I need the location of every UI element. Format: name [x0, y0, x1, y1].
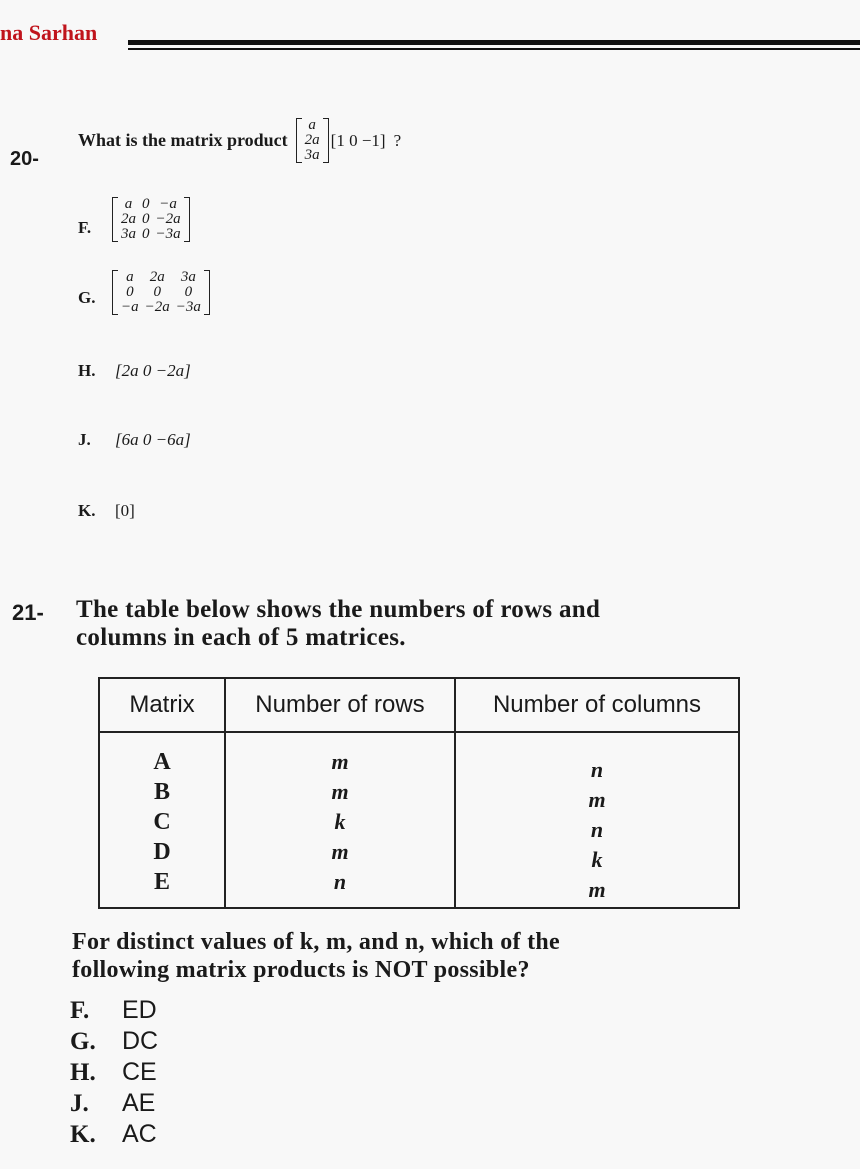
choice-value: CE — [122, 1058, 157, 1086]
q21-choice — [70, 995, 158, 1026]
q20-number: 20- — [10, 148, 39, 170]
table-cell: n — [333, 869, 347, 894]
matrix-cell: 3a — [180, 269, 196, 285]
q21-choice — [70, 1026, 158, 1057]
q20-prompt — [78, 118, 401, 163]
q21-choice — [70, 1119, 158, 1150]
matrix-cell: 0 — [153, 284, 161, 300]
q20-option-g-matrix — [112, 270, 210, 315]
matrix-cell: −3a — [155, 226, 181, 242]
col-vec-entry: 3a — [304, 147, 320, 163]
table-cell: E — [153, 869, 170, 895]
q21-number: 21- — [12, 600, 44, 625]
q21-choice — [70, 1057, 158, 1088]
q20-option-j-value: [6a 0 −6a] — [115, 430, 191, 449]
matrix-cell: 0 — [142, 226, 150, 242]
q21-intro — [76, 596, 776, 652]
table-column-columns — [455, 732, 739, 908]
q20-option-f-label: F. — [78, 218, 92, 237]
choice-value: ED — [122, 996, 157, 1024]
q21-question — [72, 928, 792, 984]
table-cell: n — [590, 757, 604, 782]
matrix-cell: 3a — [121, 226, 136, 242]
table-cell: D — [153, 839, 171, 865]
choice-value: DC — [122, 1027, 159, 1055]
q20-prompt-text: What is the matrix product — [78, 130, 288, 150]
choice-value: AC — [122, 1120, 157, 1148]
table-cell: m — [331, 749, 349, 774]
q20-column-vector — [296, 118, 329, 163]
q20-option-j-label: J. — [78, 430, 91, 449]
q20-row-vector: [1 0 −1] — [330, 130, 386, 150]
matrix-cell: −a — [121, 299, 139, 315]
table-header-rows: Number of rows — [225, 678, 455, 732]
q20-option-g-label: G. — [78, 288, 96, 307]
matrix-cell: −a — [159, 196, 177, 212]
table-header-columns: Number of columns — [455, 678, 739, 732]
table-cell: B — [153, 779, 170, 805]
table-cell: m — [588, 787, 606, 812]
choice-value: AE — [122, 1089, 156, 1117]
table-cell: m — [331, 779, 349, 804]
matrix-cell: 0 — [184, 284, 193, 300]
header-author-name: na Sarhan — [0, 20, 98, 45]
table-cell: n — [590, 817, 604, 842]
table-column-rows — [225, 732, 455, 908]
matrix-cell: −3a — [175, 299, 201, 315]
matrix-cell: 0 — [142, 196, 150, 212]
q21-choice — [70, 1088, 158, 1119]
q20-option-h-value: [2a 0 −2a] — [115, 361, 191, 380]
table-cell: k — [334, 809, 346, 834]
matrix-cell: 2a — [149, 269, 165, 285]
table-cell: A — [153, 749, 171, 775]
matrix-cell: −2a — [144, 299, 170, 315]
col-vec-entry: 2a — [304, 132, 320, 148]
matrix-cell: a — [126, 269, 134, 285]
matrix-cell: a — [124, 196, 133, 212]
matrix-dimensions-table — [98, 677, 740, 909]
q20-question-mark: ? — [393, 130, 402, 150]
q20-option-k-value: [0] — [115, 501, 135, 520]
matrix-cell: 2a — [121, 211, 136, 227]
header-double-rule — [128, 40, 860, 50]
table-column-matrix — [99, 732, 225, 908]
q21-question-line1: For distinct values of k, m, and n, which of the — [72, 929, 561, 955]
choice-label: H. — [70, 1059, 96, 1086]
table-cell: k — [591, 847, 603, 872]
q21-intro-line2: columns in each of 5 matrices. — [76, 624, 406, 651]
q20-option-k-label: K. — [78, 501, 96, 520]
q21-question-line2: following matrix products is NOT possible? — [72, 957, 530, 983]
choice-label: G. — [70, 1028, 96, 1055]
q20-option-f-matrix — [112, 197, 190, 242]
matrix-cell: 0 — [142, 211, 150, 227]
q20-option-h-label: H. — [78, 361, 96, 380]
choice-label: J. — [70, 1090, 89, 1117]
q21-intro-line1: The table below shows the numbers of rows and — [76, 596, 601, 623]
matrix-cell: −2a — [155, 211, 181, 227]
table-cell: m — [588, 877, 606, 902]
table-cell: C — [153, 809, 171, 835]
table-cell: m — [331, 839, 349, 864]
q21-choices — [70, 995, 158, 1150]
matrix-cell: 0 — [126, 284, 134, 300]
table-header-matrix: Matrix — [99, 678, 225, 732]
col-vec-entry: a — [308, 117, 316, 133]
choice-label: K. — [70, 1121, 96, 1148]
choice-label: F. — [70, 997, 90, 1024]
